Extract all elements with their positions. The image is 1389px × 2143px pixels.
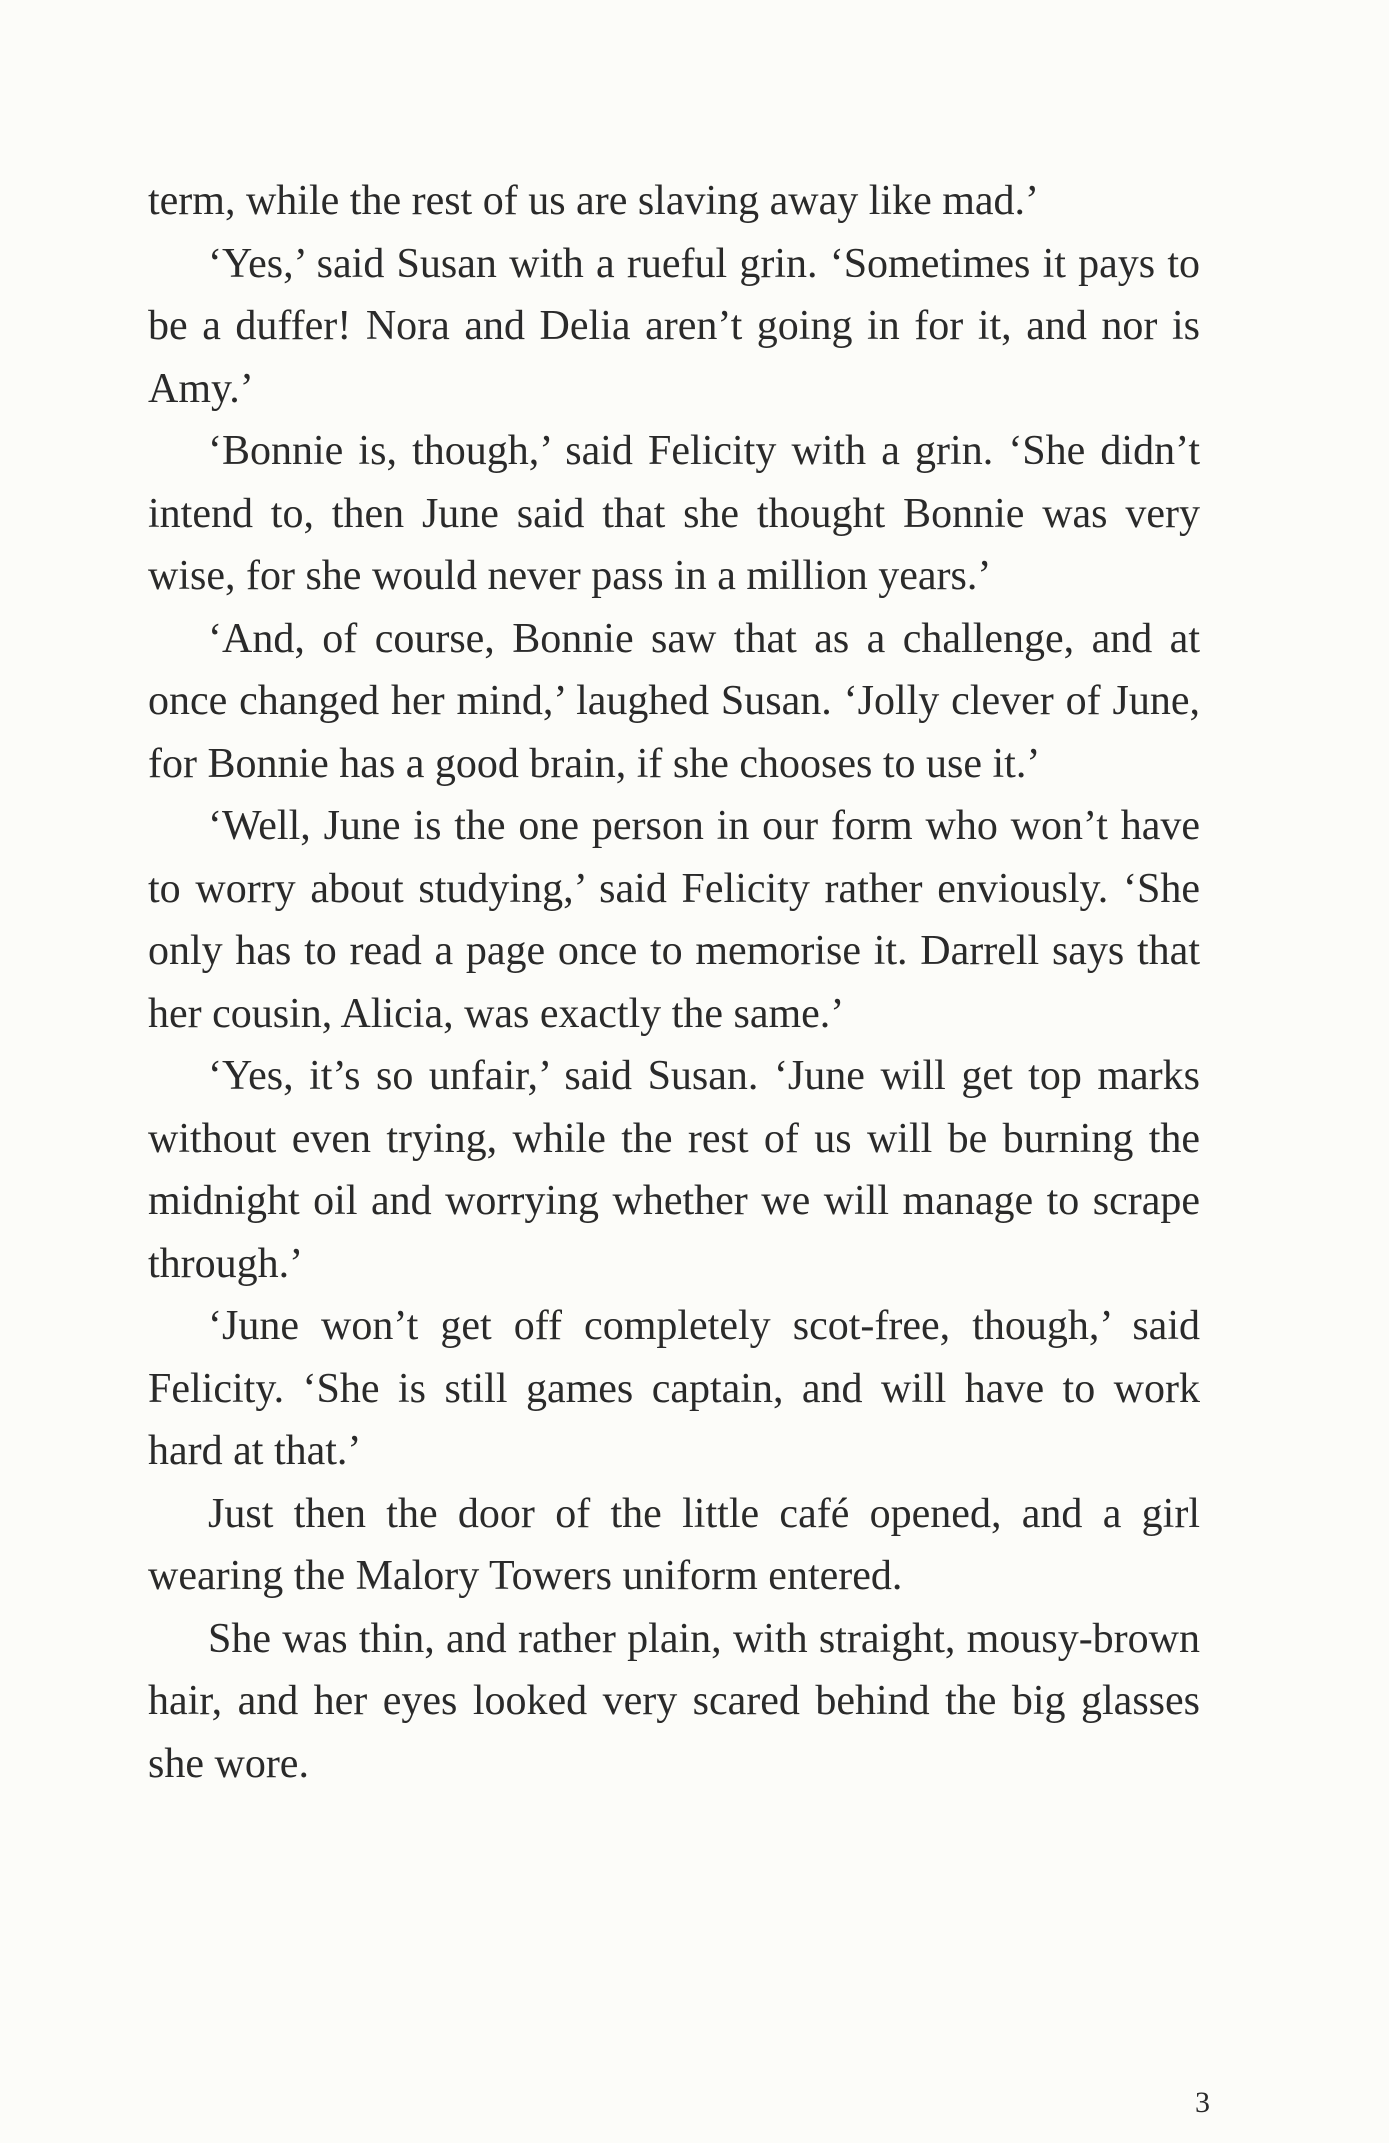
paragraph: Just then the door of the little café opened, and a girl wearing the Malory Towers uniform entered. <box>148 1490 1200 1599</box>
paragraph: ‘Yes, it’s so unfair,’ said Susan. ‘June will get top marks without even trying, while the rest of us will be burning the midnight oil and worrying whether we will manage to scrape through.’ <box>148 1053 1200 1287</box>
paragraph: ‘Well, June is the one person in our form who won’t have to worry about studying,’ said Felicity rather enviously. ‘She only has to read a page once to memorise it. Darrell says that her cousin, Alicia, was exactly the same.’ <box>148 803 1200 1037</box>
body-text <box>148 170 1200 1795</box>
paragraph: term, while the rest of us are slaving away like mad.’ <box>148 178 1040 224</box>
paragraph: ‘Bonnie is, though,’ said Felicity with a grin. ‘She didn’t intend to, then June said that she thought Bonnie was very wise, for she would never pass in a million years.’ <box>148 428 1200 599</box>
paragraph: She was thin, and rather plain, with straight, mousy-brown hair, and her eyes looked very scared behind the big glasses she wore. <box>148 1615 1200 1787</box>
paragraph: ‘Yes,’ said Susan with a rueful grin. ‘Sometimes it pays to be a duffer! Nora and Delia aren’t going in for it, and nor is Amy.’ <box>148 240 1200 412</box>
page-number: 3 <box>1195 2086 1210 2119</box>
paragraph: ‘And, of course, Bonnie saw that as a challenge, and at once changed her mind,’ laughed Susan. ‘Jolly clever of June, for Bonnie has a good brain, if she chooses to use it.’ <box>148 615 1200 787</box>
paragraph: ‘June won’t get off completely scot-free, though,’ said Felicity. ‘She is still games captain, and will have to work hard at that.’ <box>148 1303 1200 1474</box>
